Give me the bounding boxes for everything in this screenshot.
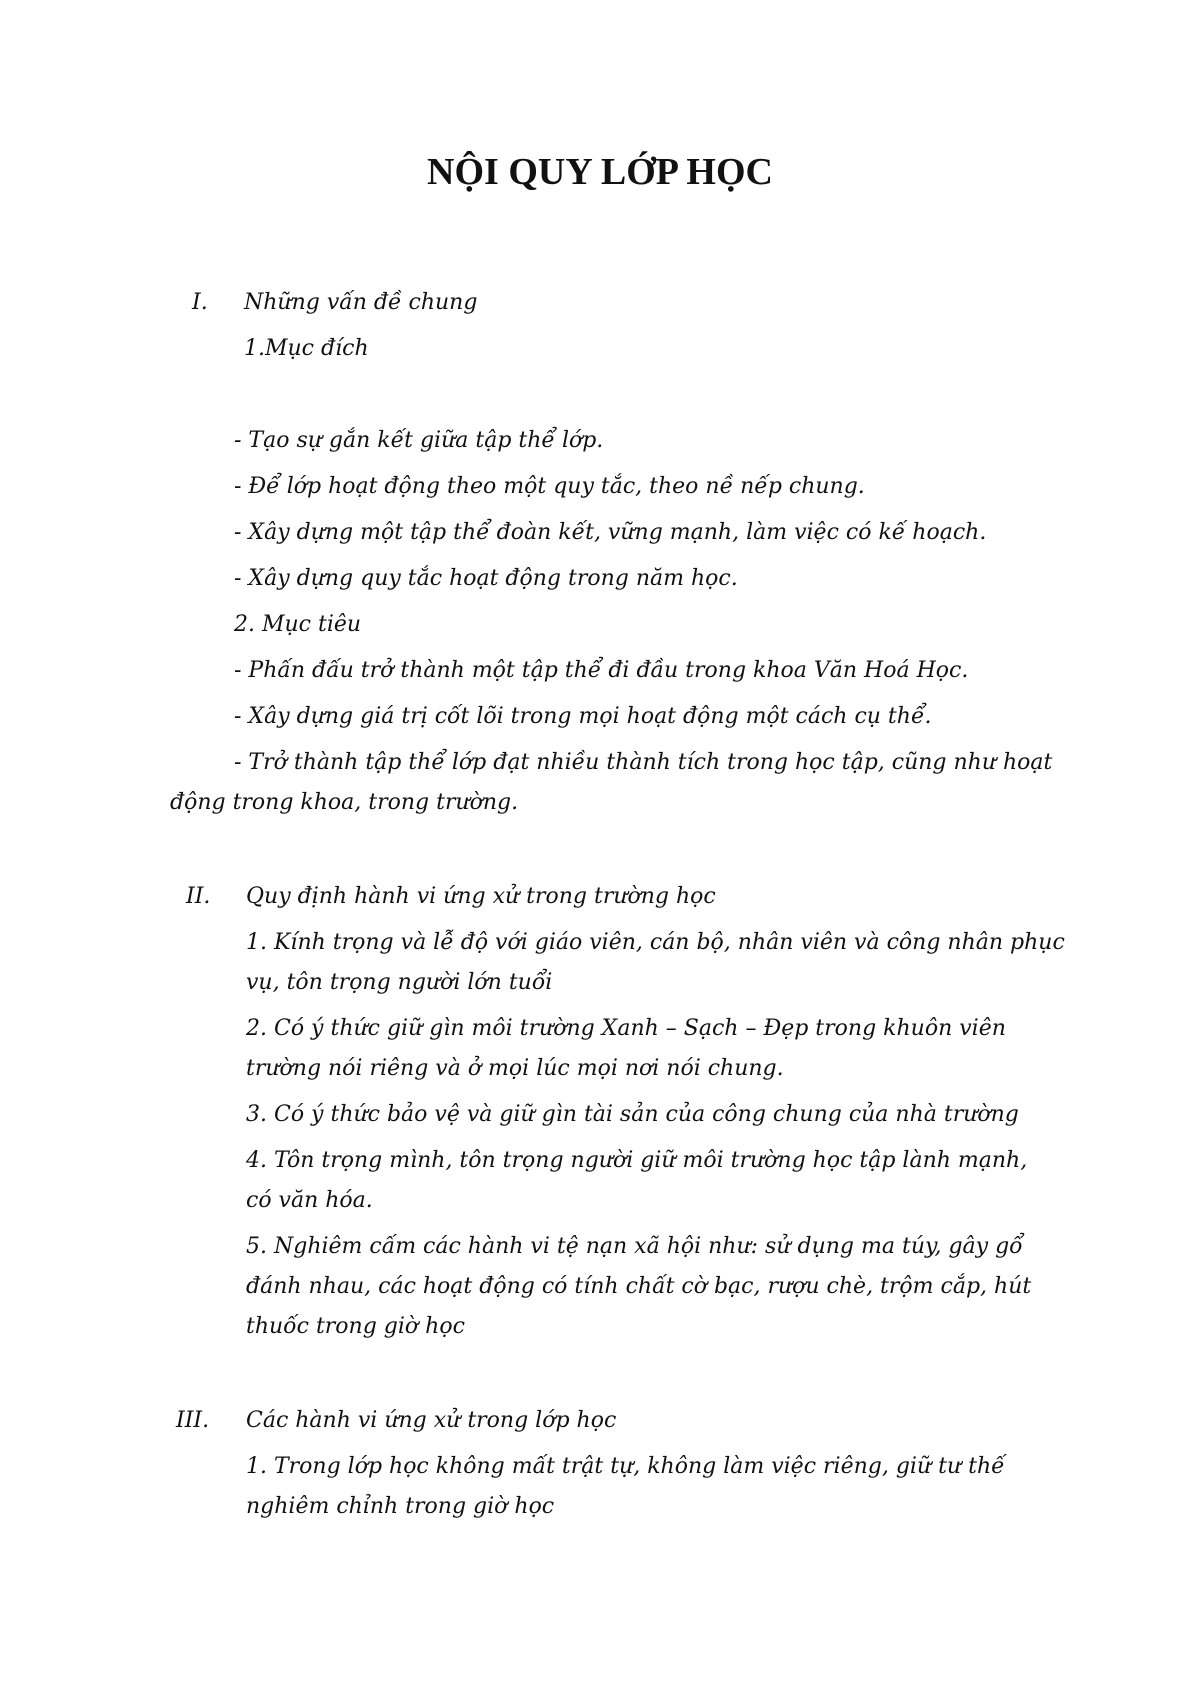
section-2-line: có văn hóa. <box>246 1188 373 1213</box>
section-2-line: vụ, tôn trọng người lớn tuổi <box>246 970 553 995</box>
section-2-heading: Quy định hành vi ứng xử trong trường học <box>246 884 716 909</box>
section-1-line: - Xây dựng quy tắc hoạt động trong năm học. <box>234 566 738 591</box>
section-1-numeral: I. <box>192 290 208 315</box>
section-2-line: đánh nhau, các hoạt động có tính chất cờ bạc, rượu chè, trộm cắp, hút <box>246 1274 1032 1299</box>
section-2-line: 2. Có ý thức giữ gìn môi trường Xanh – Sạch – Đẹp trong khuôn viên <box>246 1016 1006 1041</box>
document-title: NỘI QUY LỚP HỌC <box>427 151 773 193</box>
section-1-line: - Xây dựng giá trị cốt lõi trong mọi hoạt động một cách cụ thể. <box>234 704 932 729</box>
section-1-line: - Tạo sự gắn kết giữa tập thể lớp. <box>234 428 604 453</box>
section-1-line: - Để lớp hoạt động theo một quy tắc, theo nề nếp chung. <box>234 474 865 499</box>
section-1-line: - Xây dựng một tập thể đoàn kết, vững mạnh, làm việc có kế hoạch. <box>234 520 987 545</box>
section-3-heading: Các hành vi ứng xử trong lớp học <box>246 1408 617 1433</box>
section-2-line: 3. Có ý thức bảo vệ và giữ gìn tài sản của công chung của nhà trường <box>246 1102 1019 1127</box>
section-2-line: 1. Kính trọng và lễ độ với giáo viên, cán bộ, nhân viên và công nhân phục <box>246 930 1065 955</box>
section-1-line: 2. Mục tiêu <box>234 612 362 637</box>
section-1-heading: Những vấn đề chung <box>244 290 478 315</box>
section-3-line: nghiêm chỉnh trong giờ học <box>246 1494 555 1519</box>
section-1-line: - Trở thành tập thể lớp đạt nhiều thành tích trong học tập, cũng như hoạt <box>234 750 1053 775</box>
section-1-line: - Phấn đấu trở thành một tập thể đi đầu trong khoa Văn Hoá Học. <box>234 658 969 683</box>
section-3-numeral: III. <box>176 1408 210 1433</box>
section-2-line: 5. Nghiêm cấm các hành vi tệ nạn xã hội như: sử dụng ma túy, gây gổ <box>246 1234 1023 1259</box>
section-2-numeral: II. <box>186 884 211 909</box>
section-2-line: trường nói riêng và ở mọi lúc mọi nơi nói chung. <box>246 1056 784 1081</box>
section-1-line: 1.Mục đích <box>244 336 369 361</box>
section-2-line: 4. Tôn trọng mình, tôn trọng người giữ môi trường học tập lành mạnh, <box>246 1148 1028 1173</box>
section-1-line: động trong khoa, trong trường. <box>170 790 519 815</box>
section-3-line: 1. Trong lớp học không mất trật tự, không làm việc riêng, giữ tư thế <box>246 1454 1005 1479</box>
section-2-line: thuốc trong giờ học <box>246 1314 465 1339</box>
